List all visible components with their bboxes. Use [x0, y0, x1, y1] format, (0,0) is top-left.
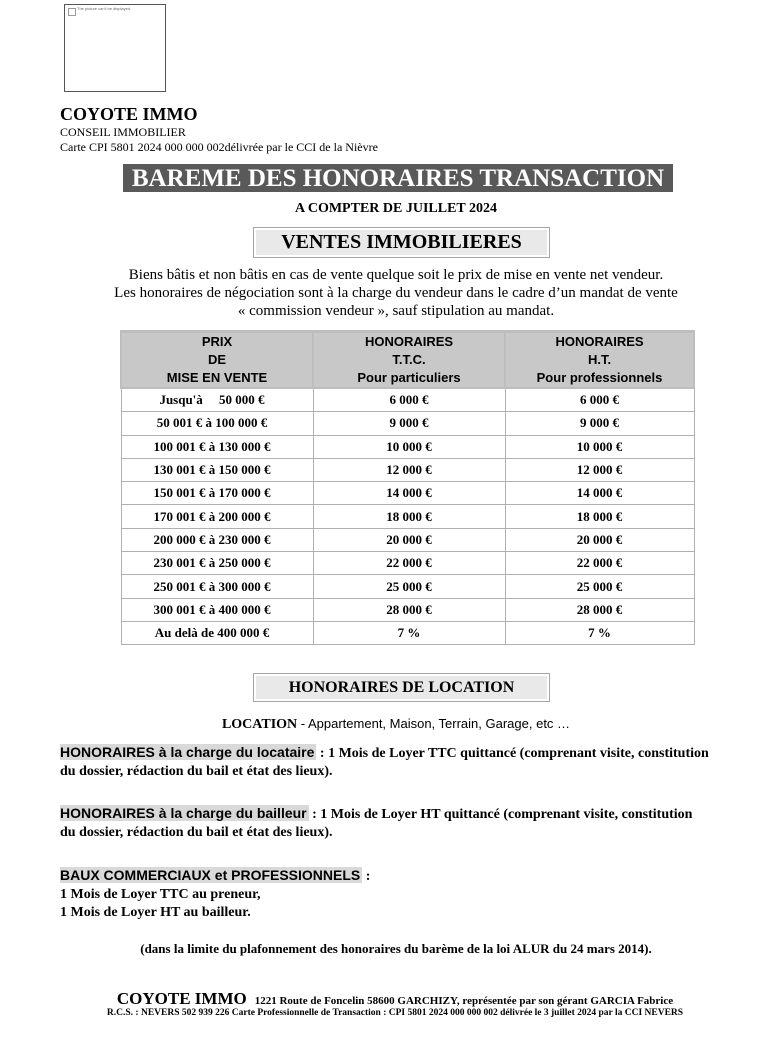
table-row [121, 598, 694, 621]
bailleur-label: HONORAIRES à la charge du bailleur [60, 805, 307, 821]
fee-ht-cell: 7 % [505, 621, 694, 644]
company-name: COYOTE IMMO [60, 104, 198, 124]
logo-alt-text: The picture can't be displayed. [77, 6, 132, 11]
fee-ttc-cell: 20 000 € [313, 528, 505, 551]
fee-ht-cell: 25 000 € [505, 575, 694, 598]
price-range-cell: 250 001 € à 300 000 € [121, 575, 313, 598]
fee-ttc-cell: 25 000 € [313, 575, 505, 598]
table-row [121, 575, 694, 598]
location-heading: HONORAIRES DE LOCATION [256, 676, 547, 699]
table-row [121, 412, 694, 435]
intro-line: Biens bâtis et non bâtis en cas de vente quelque soit le prix de mise en vente net vendeur. [128, 267, 664, 283]
table-row [121, 482, 694, 505]
fee-ttc-cell: 22 000 € [313, 552, 505, 575]
fee-ttc-cell: 28 000 € [313, 598, 505, 621]
baux-label: BAUX COMMERCIAUX et PROFESSIONNELS [60, 867, 361, 883]
baux-line: 1 Mois de Loyer TTC au preneur, [60, 887, 261, 902]
table-row [121, 528, 694, 551]
locataire-text: : 1 Mois de Loyer TTC quittancé (comprenant visite, constitution du dossier, rédaction du bail et état des lieux). [60, 746, 709, 779]
baux-colon: : [362, 869, 371, 884]
table-row [121, 552, 694, 575]
fee-ht-cell: 28 000 € [505, 598, 694, 621]
fee-ttc-cell: 14 000 € [313, 482, 505, 505]
table-row [121, 435, 694, 458]
bailleur-text: : 1 Mois de Loyer HT quittancé (comprenant visite, constitution du dossier, rédaction du bail et état des lieux). [60, 807, 693, 840]
fee-ht-cell: 22 000 € [505, 552, 694, 575]
location-types-text: - Appartement, Maison, Terrain, Garage, etc … [297, 716, 571, 731]
location-prefix: LOCATION [221, 717, 298, 732]
fees-table [120, 330, 695, 645]
table-header-row [121, 332, 694, 389]
fee-ttc-cell: 9 000 € [313, 412, 505, 435]
effective-date: A COMPTER DE JUILLET 2024 [295, 201, 497, 216]
table-row [121, 621, 694, 644]
price-range-cell: 300 001 € à 400 000 € [121, 598, 313, 621]
price-range-cell: 130 001 € à 150 000 € [121, 458, 313, 481]
price-range-cell: 170 001 € à 200 000 € [121, 505, 313, 528]
fee-ttc-cell: 6 000 € [313, 388, 505, 412]
locataire-label: HONORAIRES à la charge du locataire [60, 744, 315, 760]
price-range-cell: 200 000 € à 230 000 € [121, 528, 313, 551]
location-heading-box [253, 673, 550, 702]
bailleur-paragraph [60, 804, 710, 842]
location-types [0, 716, 768, 733]
header-price: PRIX DE MISE EN VENTE [121, 332, 313, 389]
footer-rcs: R.C.S. : NEVERS 502 939 226 Carte Professionnelle de Transaction : CPI 5801 2024 000 000 002 délivrée le 3 juillet 2024 par la CCI NEVERS [106, 1008, 684, 1018]
ventes-heading-box [253, 227, 550, 258]
ventes-heading: VENTES IMMOBILIERES [256, 230, 547, 255]
price-range-cell: Au delà de 400 000 € [121, 621, 313, 644]
fee-ttc-cell: 12 000 € [313, 458, 505, 481]
price-range-cell: 150 001 € à 170 000 € [121, 482, 313, 505]
fees-table-wrap [120, 330, 693, 645]
price-range-cell: 230 001 € à 250 000 € [121, 552, 313, 575]
table-row [121, 458, 694, 481]
intro-line: Les honoraires de négociation sont à la charge du vendeur dans le cadre d’un mandat de vente [114, 285, 678, 301]
table-row [121, 388, 694, 412]
company-subtitle: CONSEIL IMMOBILIER [60, 125, 186, 139]
fee-ht-cell: 12 000 € [505, 458, 694, 481]
alur-note: (dans la limite du plafonnement des honoraires du barème de la loi ALUR du 24 mars 2014). [140, 941, 652, 956]
broken-image-icon [68, 8, 76, 16]
table-row [121, 505, 694, 528]
page-title: BAREME DES HONORAIRES TRANSACTION [123, 164, 673, 192]
fee-ttc-cell: 7 % [313, 621, 505, 644]
fee-ttc-cell: 18 000 € [313, 505, 505, 528]
fee-ht-cell: 10 000 € [505, 435, 694, 458]
price-range-cell: Jusqu'à 50 000 € [121, 388, 313, 412]
footer-address: 1221 Route de Foncelin 58600 GARCHIZY, représentée par son gérant GARCIA Fabrice [254, 995, 674, 1007]
fee-ht-cell: 9 000 € [505, 412, 694, 435]
locataire-paragraph [60, 743, 710, 781]
fee-ttc-cell: 10 000 € [313, 435, 505, 458]
baux-line: 1 Mois de Loyer HT au bailleur. [60, 905, 251, 920]
price-range-cell: 100 001 € à 130 000 € [121, 435, 313, 458]
baux-paragraph [60, 866, 710, 922]
intro-line: « commission vendeur », sauf stipulation au mandat. [237, 303, 555, 319]
header-ttc: HONORAIRES T.T.C. Pour particuliers [313, 332, 505, 389]
fee-ht-cell: 6 000 € [505, 388, 694, 412]
fees-table-body [121, 388, 694, 645]
company-card: Carte CPI 5801 2024 000 000 002délivrée par le CCI de la Nièvre [60, 140, 378, 154]
fee-ht-cell: 20 000 € [505, 528, 694, 551]
company-logo [64, 4, 166, 92]
price-range-cell: 50 001 € à 100 000 € [121, 412, 313, 435]
ventes-intro [0, 266, 768, 320]
footer-company: COYOTE IMMO [116, 989, 247, 1008]
fee-ht-cell: 18 000 € [505, 505, 694, 528]
header-ht: HONORAIRES H.T. Pour professionnels [505, 332, 694, 389]
footer-line1 [0, 989, 768, 1009]
fee-ht-cell: 14 000 € [505, 482, 694, 505]
